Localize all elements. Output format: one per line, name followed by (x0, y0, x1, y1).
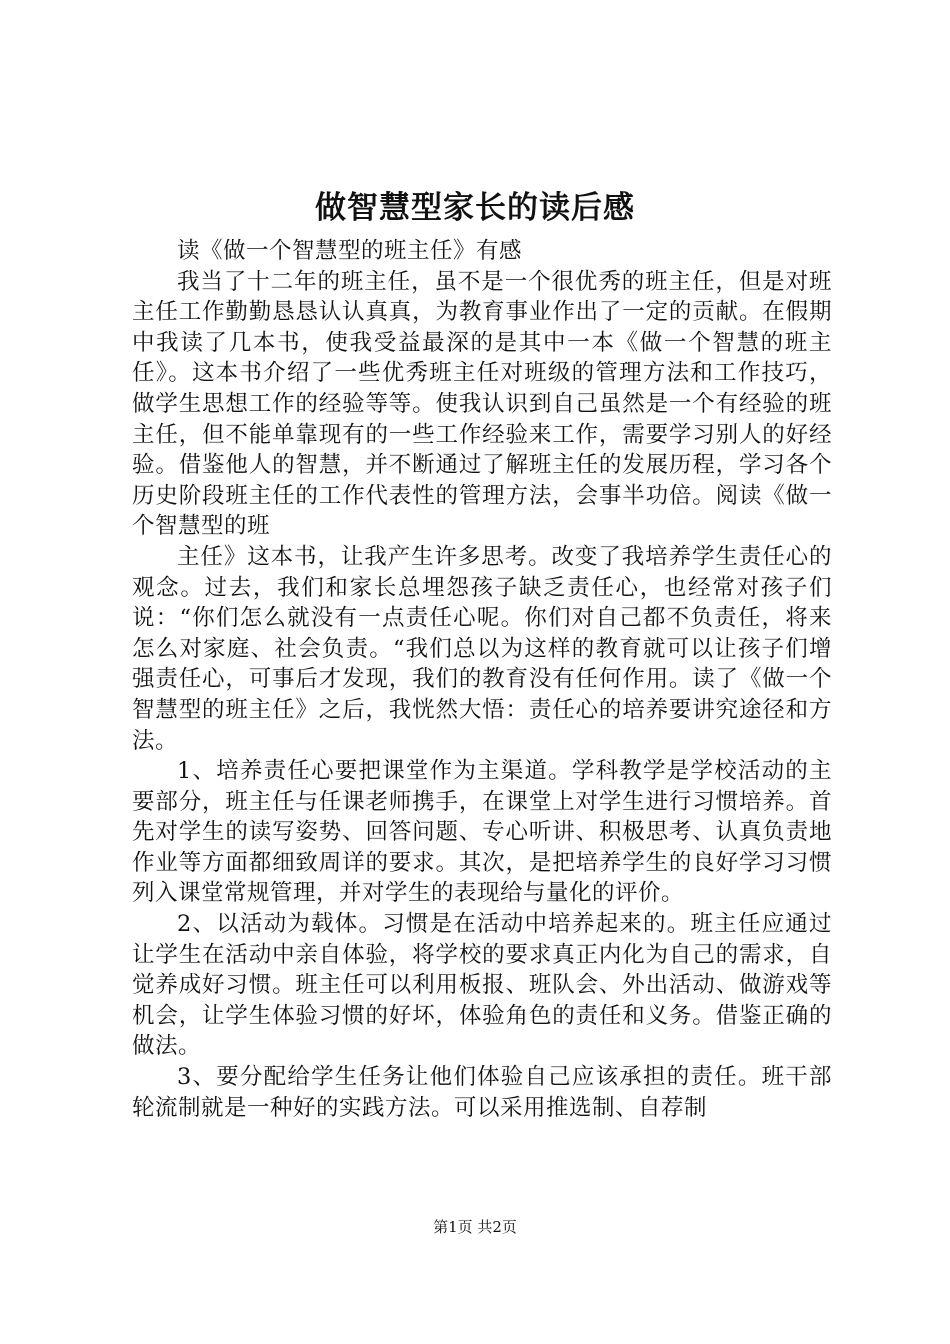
paragraph: 3、要分配给学生任务让他们体验自己应该承担的责任。班干部轮流制就是一种好的实践方法。可以采用推选制、自荐制 (132, 1064, 832, 1121)
paragraph: 主任》这本书，让我产生许多思考。改变了我培养学生责任心的观念。过去，我们和家长总埋怨孩子缺乏责任心，也经常对孩子们说：“你们怎么就没有一点责任心呢。你们对自己都不负责任，将来怎么对家庭、社会负责。“我们总以为这样的教育就可以让孩子们增强责任心，可事后才发现，我们的教育没有任何作用。读了《做一个智慧型的班主任》之后，我恍然大悟：责任心的培养要讲究途径和方法。 (132, 543, 832, 754)
document-body (132, 236, 832, 1123)
paragraph: 1、培养责任心要把课堂作为主渠道。学科教学是学校活动的主要部分，班主任与任课老师携手，在课堂上对学生进行习惯培养。首先对学生的读写姿势、回答问题、专心听讲、积极思考、认真负责地作业等方面都细致周详的要求。其次，是把培养学生的良好学习习惯列入课堂常规管理，并对学生的表现给与量化的评价。 (132, 758, 832, 907)
paragraph: 2、以活动为载体。习惯是在活动中培养起来的。班主任应通过让学生在活动中亲自体验，将学校的要求真正内化为自己的需求，自觉养成好习惯。班主任可以利用板报、班队会、外出活动、做游戏等机会，让学生体验习惯的好坏，体验角色的责任和义务。借鉴正确的做法。 (132, 911, 832, 1060)
page-footer: 第1页 共2页 (433, 1218, 517, 1236)
document-subtitle: 读《做一个智慧型的班主任》有感 (177, 238, 523, 264)
page-title: 做智慧型家长的读后感 (315, 190, 635, 226)
paragraph: 我当了十二年的班主任，虽不是一个很优秀的班主任，但是对班主任工作勤勤恳恳认认真真，为教育事业作出了一定的贡献。在假期中我读了几本书，使我受益最深的是其中一本《做一个智慧的班主任》。这本书介绍了一些优秀班主任对班级的管理方法和工作技巧，做学生思想工作的经验等等。使我认识到自己虽然是一个有经验的班主任，但不能单靠现有的一些工作经验来工作，需要学习别人的好经验。借鉴他人的智慧，并不断通过了解班主任的发展历程，学习各个历史阶段班主任的工作代表性的管理方法，会事半功倍。阅读《做一个智慧型的班 (132, 268, 832, 540)
